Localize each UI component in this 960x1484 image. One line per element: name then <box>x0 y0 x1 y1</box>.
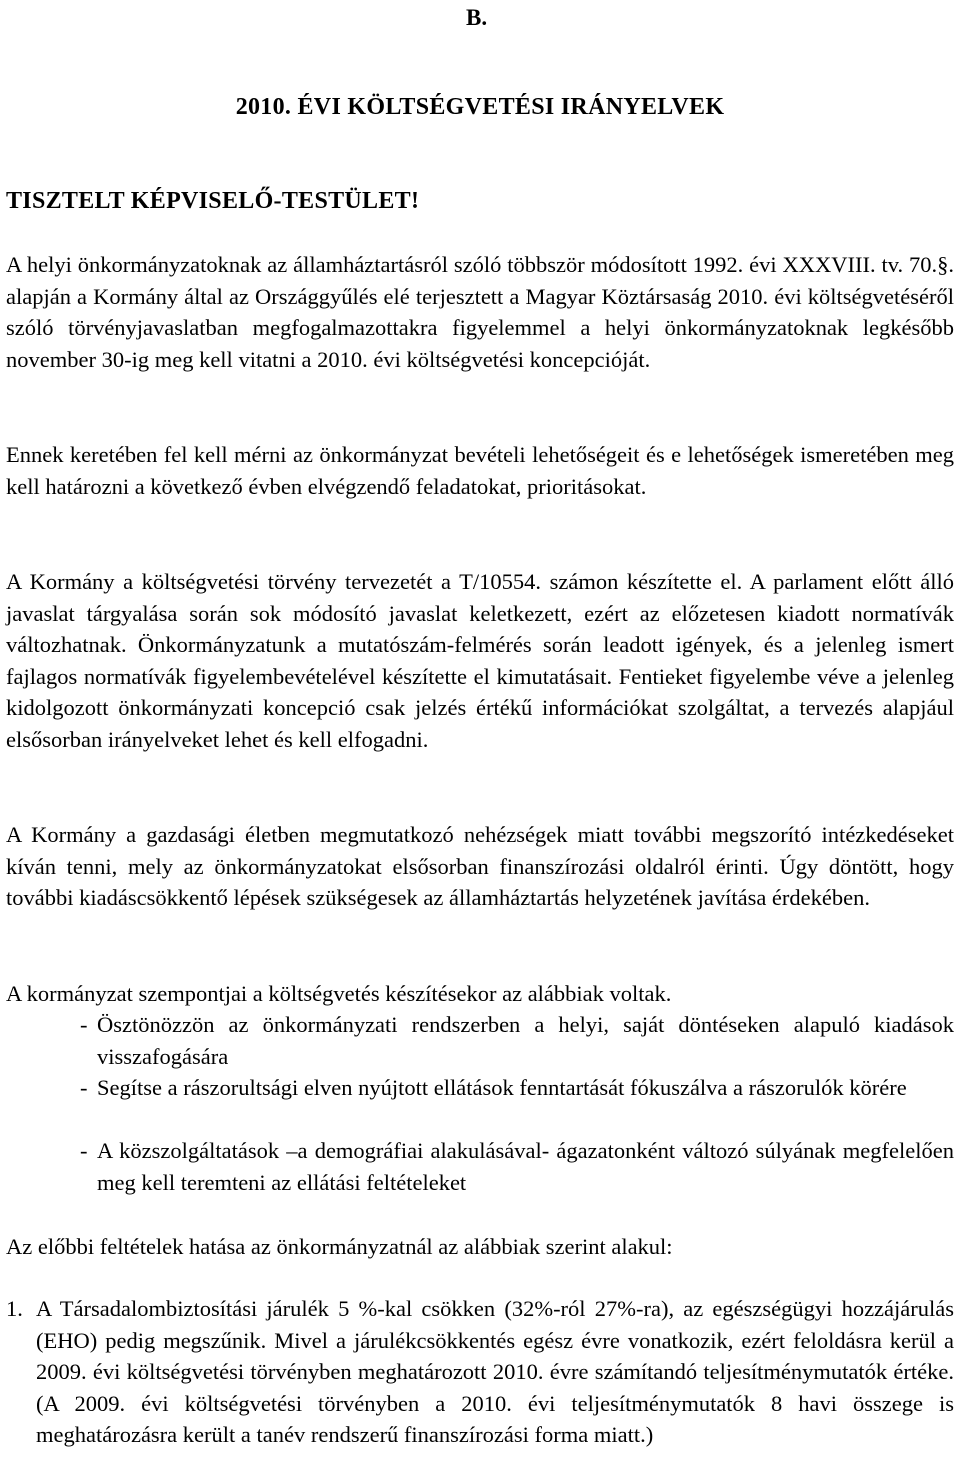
paragraph-conditions-intro: Az előbbi feltételek hatása az önkormányzatnál az alábbiak szerint alakul: <box>6 1234 673 1259</box>
bullet-text: Segítse a rászorultsági elven nyújtott ellátások fenntartását fókuszálva a rászorulók körére <box>97 1075 907 1100</box>
numbered-item <box>6 1293 954 1451</box>
list-item <box>80 1009 954 1072</box>
bullet-dash: - <box>80 1075 88 1100</box>
item-number: 1. <box>6 1296 23 1321</box>
bullet-dash: - <box>80 1138 88 1163</box>
list-item <box>80 1135 954 1198</box>
salutation: TISZTELT KÉPVISELŐ-TESTÜLET! <box>6 188 420 214</box>
bullet-dash: - <box>80 1012 88 1037</box>
paragraph-legal-basis: A helyi önkormányzatoknak az államháztartásról szóló többször módosított 1992. évi XXXVIII. tv. 70.§. alapján a Kormány által az Országgyűlés elé terjesztett a Magyar Köztársaság 2010. évi költségvetéséről szóló törvényjavaslatban megfogalmazottakra figyelemmel a helyi önkormányzatoknak legkésőbb november 30-ig meg kell vitatni a 2010. évi költségvetési koncepcióját. <box>6 252 954 372</box>
bullet-text: A közszolgáltatások –a demográfiai alakulásával- ágazatonként változó súlyának megfelelően meg kell teremteni az ellátási feltételeket <box>97 1138 954 1195</box>
paragraph-government-aspects: A kormányzat szempontjai a költségvetés készítésekor az alábbiak voltak. <box>6 981 672 1006</box>
section-label: B. <box>466 5 488 30</box>
paragraph-government-measures: A Kormány a gazdasági életben megmutatkozó nehézségek miatt további megszorító intézkedéseket kíván tenni, mely az önkormányzatokat elsősorban finanszírozási oldalról érinti. Úgy döntött, hogy további kiadáscsökkentő lépések szükségesek az államháztartás helyzetének javítása érdekében. <box>6 822 954 910</box>
paragraph-assessment: Ennek keretében fel kell mérni az önkormányzat bevételi lehetőségeit és e lehetőségek ismeretében meg kell határozni a következő évben elvégzendő feladatokat, prioritásokat. <box>6 442 954 499</box>
bullet-text: Ösztönözzön az önkormányzati rendszerben a helyi, saját döntéseken alapuló kiadások visszafogására <box>97 1012 954 1069</box>
document-title: 2010. ÉVI KÖLTSÉGVETÉSI IRÁNYELVEK <box>235 94 725 120</box>
paragraph-draft-budget: A Kormány a költségvetési törvény tervezetét a T/10554. számon készítette el. A parlament előtt álló javaslat tárgyalása során sok módosító javaslat keletkezett, ezért az előzetesen kiadott normatívák változhatnak. Önkormányzatunk a mutatószám-felmérés során leadott igények, és a jelenleg ismert fajlagos normatívák figyelembevételével készítette el kimutatásait. Fentieket figyelembe véve a jelenleg kidolgozott önkormányzati koncepció csak jelzés értékű információkat szolgáltat, a tervezés alapjául elsősorban irányelveket lehet és kell elfogadni. <box>6 569 954 752</box>
item-text: A Társadalombiztosítási járulék 5 %-kal csökken (32%-ról 27%-ra), az egészségügyi hozzájárulás (EHO) pedig megszűnik. Mivel a járulékcsökkentés egész évre vonatkozik, ezért feloldásra kerül a 2009. évi költségvetési törvényben meghatározott 2010. évre számítandó teljesítménymutatók értéke. (A 2009. évi költségvetési törvényben a 2010. évi teljesítménymutatók 8 havi összege is meghatározásra került a tanév rendszerű finanszírozási forma miatt.) <box>36 1296 954 1447</box>
list-item <box>80 1072 954 1104</box>
